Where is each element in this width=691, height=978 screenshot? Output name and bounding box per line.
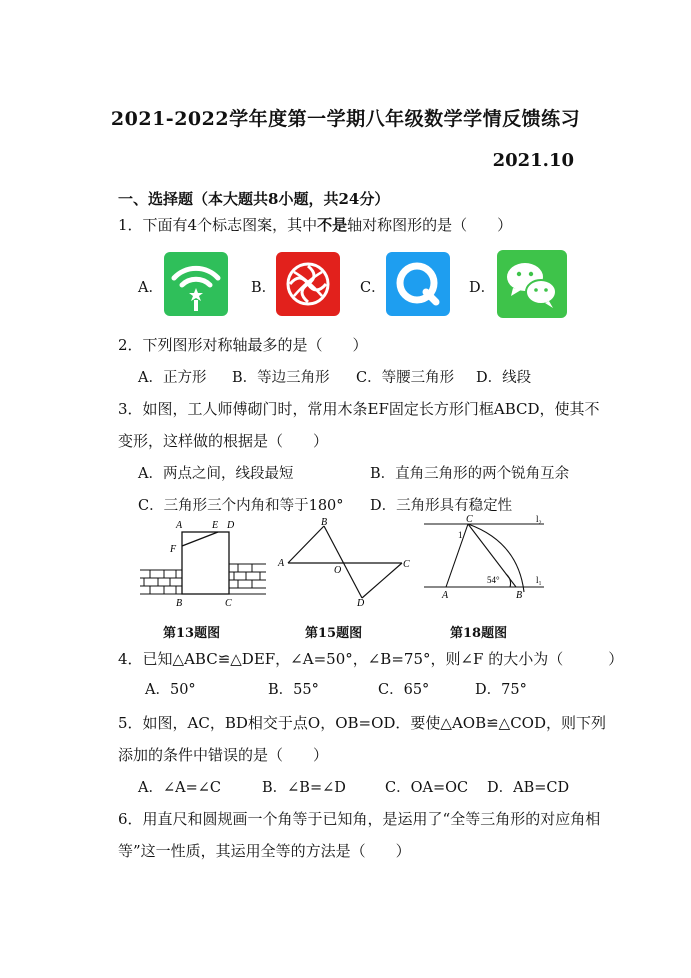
q4-option-a: A．50° [145,682,196,698]
fig15-label-d: D [357,598,365,608]
caption-fig18: 第18题图 [450,626,508,641]
question-2: 2．下列图形对称轴最多的是（ ） [118,336,368,354]
q5-option-c: C．OA=OC [385,780,469,796]
q1-label-b: B． [251,280,277,296]
q2-option-c: C．等腰三角形 [356,370,455,386]
phoenix-logo-icon [276,252,340,316]
fig18-label-l1: l₁ [536,575,542,585]
fig13-label-a: A [176,520,183,531]
q1-label-d: D． [469,280,496,296]
fig13-label-e: E [212,520,219,531]
fig15-label-b: B [321,517,328,528]
q2-option-b: B．等边三角形 [232,370,330,386]
q3-option-a: A．两点之间，线段最短 [138,466,294,482]
fig15-label-c: C [403,559,410,570]
fig13-label-f: F [170,544,177,555]
q1-label-a: A． [138,280,163,296]
question-6-line1: 6．用直尺和圆规画一个角等于已知角，是运用了“全等三角形的对应角相 [118,810,601,828]
q2-option-d: D．线段 [476,370,532,386]
question-1 [118,214,512,235]
question-5-line1: 5．如图，AC，BD相交于点O，OB=OD．要使△AOB≌△COD，则下列 [118,714,607,732]
fig15-label-o: O [334,565,342,576]
wechat-logo-icon [497,250,567,318]
question-5-line2: 添加的条件中错误的是（ ） [118,746,329,764]
question-6-line2: 等”这一性质，其运用全等的方法是（ ） [118,842,411,860]
question-3-line1: 3．如图，工人师傅砌门时，常用木条EF固定长方形门框ABCD，使其不 [118,400,600,418]
q-logo-icon [386,252,450,316]
q1-text-pre: 1．下面有4个标志图案，其中 [118,216,318,234]
fig18-label-angle1: 1 [458,530,463,540]
q2-option-a: A．正方形 [138,370,207,386]
page-title: 2021-2022学年度第一学期八年级数学学情反馈练习 [110,108,581,130]
fig13-label-b: B [176,598,183,608]
fig15-label-a: A [278,558,285,569]
caption-fig15: 第15题图 [305,626,363,641]
fig18-label-b: B [516,590,523,601]
q1-label-c: C． [360,280,386,296]
fig13-label-c: C [225,598,232,608]
question-4: 4．已知△ABC≌△DEF，∠A=50°，∠B=75°，则∠F 的大小为（ ） [118,650,624,668]
q3-option-b: B．直角三角形的两个锐角互余 [370,466,570,482]
question-3-line2: 变形，这样做的根据是（ ） [118,432,329,450]
fig13-label-d: D [227,520,235,531]
q5-option-b: B．∠B=∠D [262,780,346,796]
section-heading: 一、选择题（本大题共8小题，共24分） [118,190,390,208]
figure-15-triangles [276,516,416,608]
caption-fig13: 第13题图 [163,626,221,641]
fig18-label-l2: l₂ [536,514,542,524]
fig18-label-angle54: 54° [487,575,500,585]
q3-option-d: D．三角形具有稳定性 [370,498,513,514]
fig18-label-a: A [442,590,449,601]
fig18-label-c: C [466,514,473,525]
q5-option-a: A．∠A=∠C [138,780,221,796]
wifi-logo-icon [164,252,228,316]
exam-date: 2021.10 [492,150,574,171]
figure-18-parallel-lines [420,512,560,608]
q4-option-b: B．55° [268,682,319,698]
q4-option-c: C．65° [378,682,430,698]
q5-option-d: D．AB=CD [487,780,570,796]
q3-option-c: C．三角形三个内角和等于180° [138,498,344,514]
q1-text-bold: 不是 [317,216,348,234]
q1-text-post: 轴对称图形的是（ ） [347,216,513,234]
figure-13-door [138,518,270,608]
q4-option-d: D．75° [475,682,527,698]
